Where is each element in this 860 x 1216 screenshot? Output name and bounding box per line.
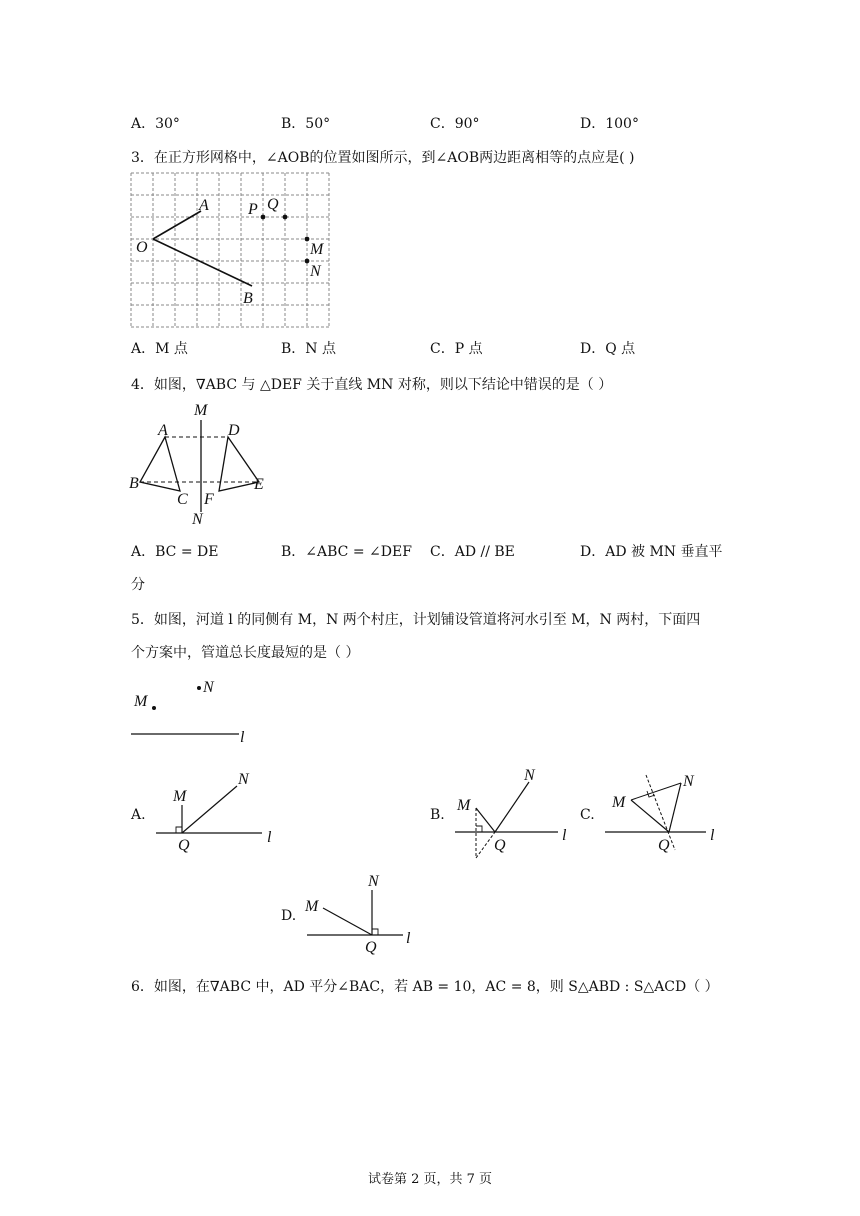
- ray-oa: [153, 211, 201, 239]
- q3-option-c: C．P 点: [430, 341, 483, 357]
- q5-option-d-figure: [304, 873, 411, 956]
- point-q: [283, 215, 288, 220]
- q5-label-m: M: [134, 693, 148, 710]
- q5-stem-line2: 个方案中，管道总长度最短的是（ ）: [131, 645, 360, 661]
- q5c-label-q: Q: [658, 837, 670, 854]
- q3-option-a: A．M 点: [131, 341, 188, 357]
- q4-label-e: E: [254, 476, 264, 493]
- q3-grid-figure: [131, 173, 329, 327]
- village-n-dot: [197, 686, 201, 690]
- q5-option-b-figure: [455, 767, 567, 858]
- q3-option-b: B．N 点: [281, 341, 336, 357]
- q5-stem-line1: 5．如图，河道 l 的同侧有 M，N 两个村庄，计划铺设管道将河水引至 M，N 两村，下面四: [131, 612, 701, 628]
- q5-option-c-label: C.: [580, 807, 595, 823]
- q5-label-l: l: [240, 729, 245, 746]
- q4-option-d: D．AD 被 MN 垂直平: [580, 544, 723, 560]
- q3-label-m: M: [310, 241, 324, 258]
- q3-label-q: Q: [267, 196, 279, 213]
- q3-label-o: O: [136, 239, 148, 256]
- q4-figure: [129, 402, 264, 528]
- q4-label-m: M: [194, 402, 208, 419]
- q4-label-n: N: [192, 511, 203, 528]
- q4-label-d: D: [228, 422, 240, 439]
- q5b-label-m: M: [457, 797, 471, 814]
- q4-option-d-wrap: 分: [131, 577, 145, 593]
- q5-option-d-label: D.: [281, 908, 297, 924]
- q4-label-f: F: [204, 491, 214, 508]
- q5c-label-l: l: [710, 827, 715, 844]
- q2-option-a: A．30°: [131, 116, 180, 132]
- q3-label-p: P: [248, 201, 258, 218]
- q3-grid-lines: [131, 173, 329, 327]
- q5-option-a-figure: [156, 771, 272, 854]
- q5-option-c-figure: [605, 773, 715, 854]
- point-p: [261, 215, 266, 220]
- q3-stem: 3．在正方形网格中，∠AOB的位置如图所示，到∠AOB两边距离相等的点应是( ): [131, 150, 635, 166]
- q3-label-n: N: [310, 263, 321, 280]
- q4-label-b: B: [129, 475, 139, 492]
- q3-label-a: A: [199, 197, 209, 214]
- page-footer: 试卷第 2 页，共 7 页: [367, 1172, 493, 1187]
- village-m-dot: [152, 706, 156, 710]
- q4-label-c: C: [177, 491, 188, 508]
- q5c-label-m: M: [612, 794, 626, 811]
- q5-main-figure: [131, 679, 245, 746]
- q6-stem: 6．如图，在∇ABC 中，AD 平分∠BAC，若 AB = 10，AC = 8，则 S△ABD : S△ACD（ ）: [131, 979, 719, 995]
- point-m: [305, 237, 310, 242]
- q5c-label-n: N: [683, 773, 694, 790]
- q5d-label-m: M: [305, 898, 319, 915]
- q5b-label-n: N: [524, 767, 535, 784]
- q5-option-b-label: B.: [430, 807, 445, 823]
- q4-option-a: A．BC = DE: [131, 544, 219, 560]
- q2-option-b: B．50°: [281, 116, 331, 132]
- q5a-label-n: N: [238, 771, 249, 788]
- q5a-label-l: l: [267, 829, 272, 846]
- q2-option-c: C．90°: [430, 116, 480, 132]
- q4-stem: 4．如图，∇ABC 与 △DEF 关于直线 MN 对称，则以下结论中错误的是（ ）: [131, 377, 613, 393]
- q4-option-c: C．AD // BE: [430, 544, 515, 560]
- q2-option-d: D．100°: [580, 116, 639, 132]
- q4-label-a: A: [158, 422, 168, 439]
- q4-option-b: B．∠ABC = ∠DEF: [281, 544, 412, 560]
- q5a-label-q: Q: [178, 837, 190, 854]
- q5a-label-m: M: [173, 788, 187, 805]
- q5-option-a-label: A.: [131, 807, 146, 823]
- q3-option-d: D．Q 点: [580, 341, 636, 357]
- q5-label-n: N: [203, 679, 214, 696]
- triangle-def: [219, 437, 259, 491]
- q5d-label-q: Q: [365, 939, 377, 956]
- q5b-label-q: Q: [494, 837, 506, 854]
- q5d-label-n: N: [368, 873, 379, 890]
- q5d-label-l: l: [406, 930, 411, 947]
- triangle-abc: [140, 437, 180, 491]
- point-n: [305, 259, 310, 264]
- q3-label-b: B: [243, 290, 253, 307]
- q5b-label-l: l: [562, 827, 567, 844]
- ray-ob: [153, 239, 252, 286]
